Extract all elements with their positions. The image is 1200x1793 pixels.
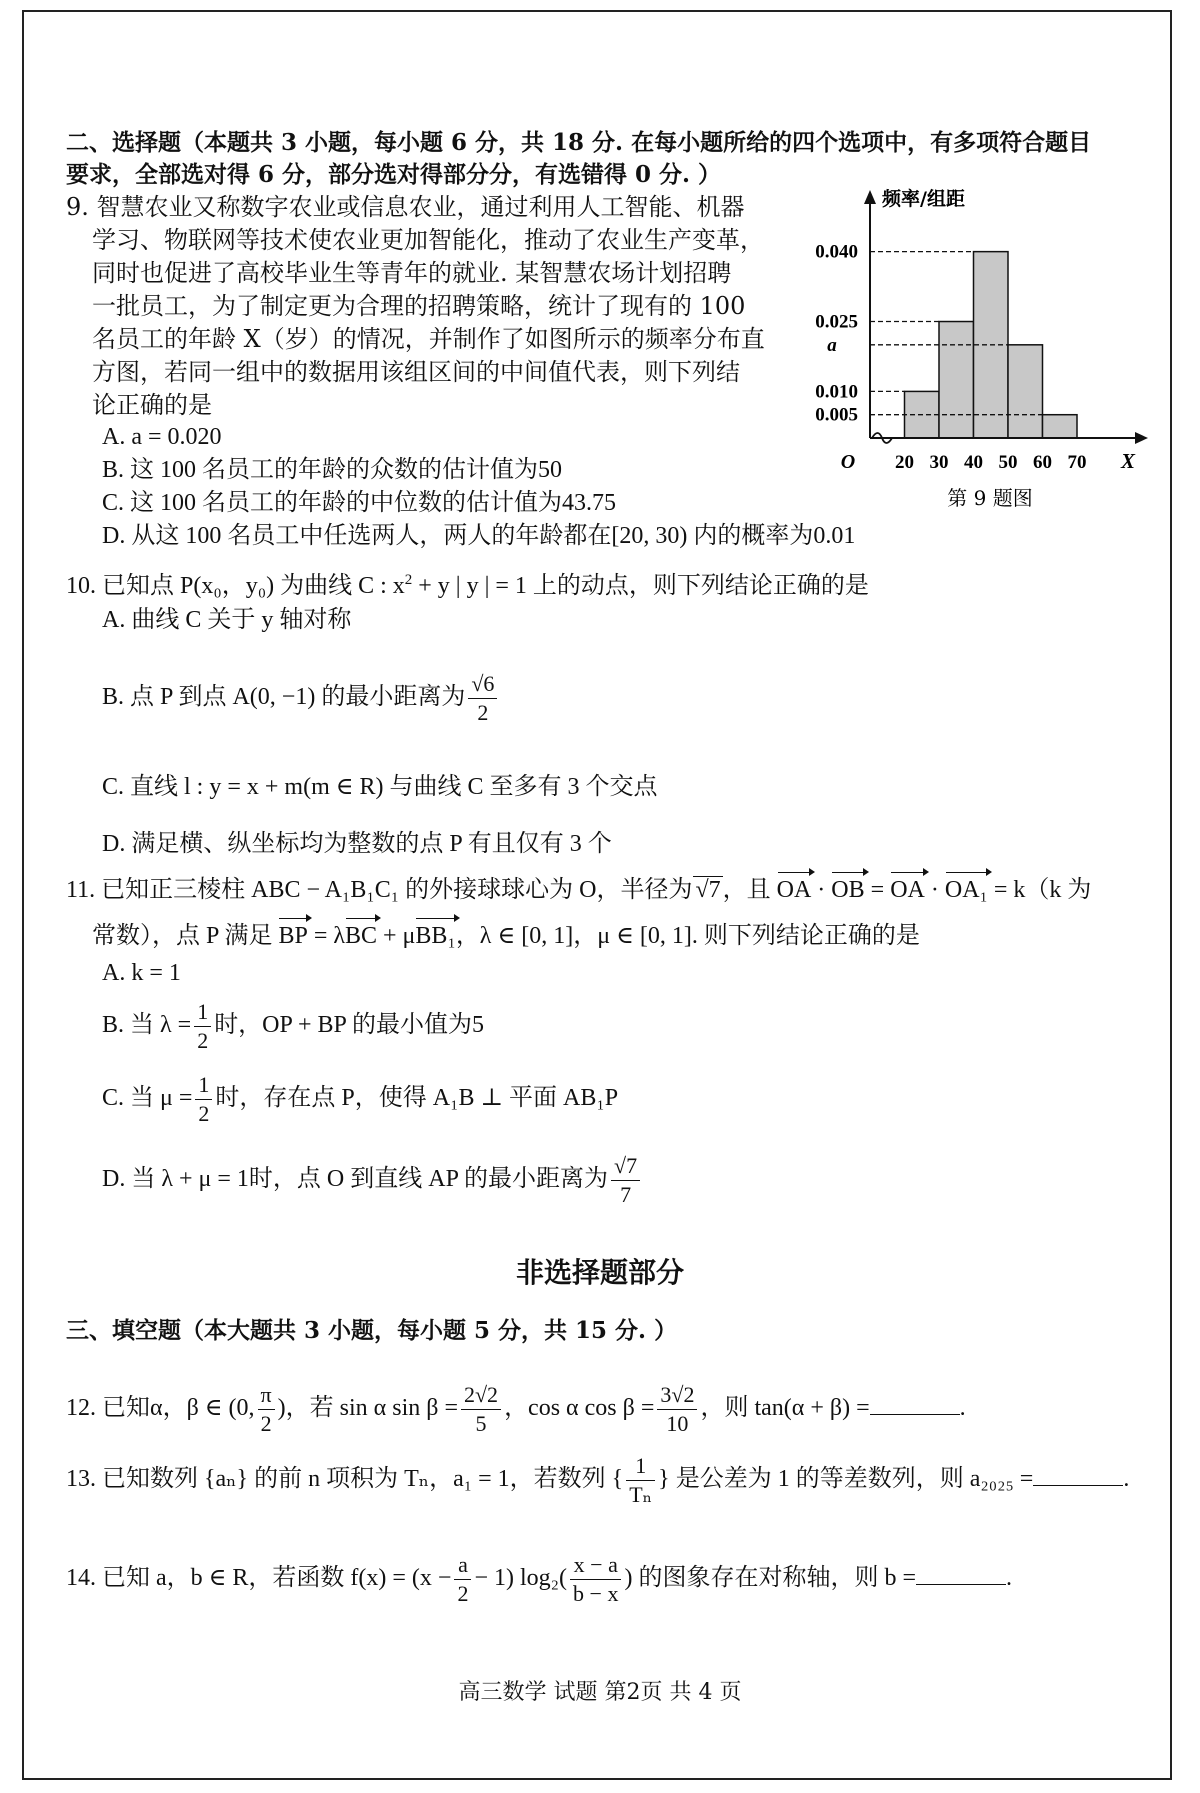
- vector-bp: BP: [278, 923, 308, 949]
- q12-fraction-2-denominator: 10: [666, 1410, 689, 1436]
- q14-fraction-2-numerator: x − a: [570, 1553, 621, 1580]
- figure-caption: 第 9 题图: [947, 486, 1033, 510]
- q10-stem-part-a: 10. 已知点 P(x₀，y₀) 为曲线 C : x: [66, 573, 405, 599]
- x-tick-label-70: 70: [1067, 452, 1087, 473]
- q11-radius-sqrt: √7: [695, 877, 721, 903]
- y-tick-label-4: 0.005: [815, 404, 858, 426]
- q11-option-d-fraction: [611, 1154, 640, 1207]
- section2-header-line2: 要求，全部选对得 6 分，部分选对得部分分，有选错得 0 分. ）: [66, 161, 722, 188]
- q11-line-2: 常数），点 P 满足 BP = λBC + μBB₁，λ ∈ [0, 1]，μ ∈ [0, 1]. 则下列结论正确的是: [92, 923, 920, 949]
- q11-option-c-post: 时，存在点 P，使得 A₁B ⊥ 平面 AB₁P: [215, 1085, 619, 1111]
- x-tick-label-60: 60: [1033, 452, 1052, 473]
- q11-line-1: 11. 已知正三棱柱 ABC − A₁B₁C₁ 的外接球球心为 O，半径为 √7，且 OA · OB = OA · OA₁ = k（k 为: [66, 877, 1092, 903]
- question-12: [66, 1370, 966, 1446]
- q10-option-b-text: B. 点 P 到点 A(0, −1) 的最小距离为: [102, 684, 466, 710]
- q14-fraction-2: [570, 1553, 621, 1606]
- y-tick-label-2: a: [827, 334, 837, 356]
- q9-stem-line-4: 一批员工，为了制定更为合理的招聘策略，统计了现有的 100: [92, 292, 746, 320]
- q11-line-1-text: 11. 已知正三棱柱 ABC − A₁B₁C₁ 的外接球球心为 O，半径为: [66, 877, 693, 903]
- q12-pi-fraction: [258, 1383, 275, 1436]
- q11-option-b-fraction: [194, 1000, 211, 1053]
- q11-option-c-numerator: 1: [195, 1073, 212, 1100]
- q9-stem-line-2: 学习、物联网等技术使农业更加智能化，推动了农业生产变革，: [92, 226, 764, 254]
- q9-option-c: C. 这 100 名员工的年龄的中位数的估计值为43.75: [102, 490, 617, 516]
- q10-stem: [66, 565, 869, 601]
- q11-option-b-pre: B. 当 λ =: [102, 1012, 192, 1038]
- q10-option-a: A. 曲线 C 关于 y 轴对称: [102, 607, 352, 633]
- q12-end: .: [959, 1395, 966, 1421]
- q11-option-c-fraction: [195, 1073, 212, 1126]
- q12-post: ，则 tan(α + β) =: [700, 1395, 870, 1421]
- q12-fraction-1-denominator: 5: [475, 1410, 487, 1436]
- q12-pre: 12. 已知α，β ∈ (0,: [66, 1395, 255, 1421]
- q12-fraction-2-numerator: 3√2: [657, 1383, 697, 1410]
- q11-option-d-denominator: 7: [620, 1181, 632, 1207]
- part2-title: 非选择题部分: [515, 1256, 684, 1289]
- q12-fraction-2: [657, 1383, 697, 1436]
- q12-mid2: ，cos α cos β =: [504, 1395, 655, 1421]
- histogram-bar-3: [1008, 345, 1043, 438]
- q14-pre: 14. 已知 a，b ∈ R，若函数 f(x) = (x −: [66, 1565, 452, 1591]
- x-tick-label-20: 20: [895, 452, 914, 473]
- q12-pi-numerator: π: [258, 1383, 275, 1410]
- q11-option-b: [102, 990, 484, 1060]
- q9-stem-line-3: 同时也促进了高校毕业生等青年的就业. 某智慧农场计划招聘: [92, 259, 732, 287]
- origin-label: O: [840, 451, 856, 473]
- q11-option-c-pre: C. 当 μ =: [102, 1085, 193, 1111]
- q9-stem-line-6: 方图，若同一组中的数据用该组区间的中间值代表，则下列结: [92, 358, 740, 386]
- x-tick-label-40: 40: [964, 452, 983, 473]
- q11-line-1-end: = k（k 为: [993, 877, 1092, 903]
- q9-option-a: A. a = 0.020: [102, 424, 222, 450]
- q13-fraction-denominator: Tₙ: [629, 1481, 653, 1507]
- q13-answer-blank[interactable]: [1033, 1465, 1123, 1486]
- q9-option-d: D. 从这 100 名员工中任选两人，两人的年龄都在[20, 30) 内的概率为0.01: [102, 523, 856, 549]
- q10-option-b: [102, 660, 500, 734]
- q14-mid: − 1) log₂(: [474, 1565, 568, 1591]
- q13-fraction: [626, 1454, 655, 1507]
- q11-option-d: [102, 1142, 643, 1216]
- q13-fraction-numerator: 1: [626, 1454, 655, 1481]
- q11-option-c: [102, 1063, 618, 1133]
- q14-post: ) 的图象存在对称轴，则 b =: [624, 1565, 916, 1591]
- vector-oa-2: OA: [890, 877, 925, 903]
- q11-option-d-pre: D. 当 λ + μ = 1时，点 O 到直线 AP 的最小距离为: [102, 1166, 609, 1192]
- q9-stem-line-5: 名员工的年龄 X（岁）的情况，并制作了如图所示的频率分布直: [92, 325, 765, 353]
- question-13: [66, 1441, 1129, 1517]
- q12-fraction-1: [461, 1383, 501, 1436]
- y-tick-label-3: 0.010: [815, 381, 858, 403]
- x-axis-label: X: [1120, 449, 1136, 473]
- q11-option-a: A. k = 1: [102, 960, 181, 986]
- vector-bc: BC: [345, 923, 378, 949]
- y-tick-label-1: 0.025: [815, 311, 858, 333]
- q12-answer-blank[interactable]: [870, 1394, 960, 1415]
- q13-end: .: [1123, 1466, 1130, 1492]
- question-14: [66, 1540, 1012, 1616]
- q10-option-b-numerator: √6: [468, 672, 497, 699]
- q14-fraction-1: [454, 1553, 471, 1606]
- q10-option-b-denominator: 2: [477, 699, 489, 725]
- q9-stem-line-7: 论正确的是: [92, 391, 212, 419]
- y-axis-arrow: [864, 190, 876, 204]
- vector-oa: OA: [776, 877, 812, 903]
- histogram-bar-1: [939, 322, 974, 438]
- q11-radius-radicand: 7: [708, 877, 721, 903]
- q13-post: } 是公差为 1 的等差数列，则 a₂₀₂₅ =: [658, 1466, 1034, 1492]
- x-tick-label-30: 30: [929, 452, 949, 473]
- q10-stem-part-b: + y | y | = 1 上的动点，则下列结论正确的是: [412, 573, 869, 599]
- q12-mid1: )，若 sin α sin β =: [277, 1395, 458, 1421]
- y-tick-label-0: 0.040: [815, 241, 858, 263]
- vector-bb1: BB₁: [415, 923, 456, 949]
- q14-fraction-2-denominator: b − x: [573, 1580, 619, 1606]
- q10-option-d: D. 满足横、纵坐标均为整数的点 P 有且仅有 3 个: [102, 831, 612, 857]
- q9-stem-line-1: 9. 智慧农业又称数字农业或信息农业，通过利用人工智能、机器: [66, 193, 745, 221]
- vector-ob: OB: [831, 877, 865, 903]
- q12-pi-denominator: 2: [260, 1410, 272, 1436]
- frequency-histogram: [790, 188, 1150, 518]
- q10-option-b-fraction: [468, 672, 497, 725]
- q9-option-b: B. 这 100 名员工的年龄的众数的估计值为50: [102, 457, 563, 483]
- q11-line-2-text: 常数），点 P 满足: [92, 923, 273, 949]
- vector-oa1: OA₁: [944, 877, 988, 903]
- page-footer: 高三数学 试题 第2页 共 4 页: [458, 1680, 742, 1705]
- x-tick-label-50: 50: [998, 452, 1018, 473]
- y-axis-label: 频率/组距: [882, 188, 965, 210]
- q11-option-b-post: 时，OP + BP 的最小值为5: [214, 1012, 484, 1038]
- q11-option-b-denominator: 2: [197, 1027, 209, 1053]
- section3-header: 三、填空题（本大题共 3 小题，每小题 5 分，共 15 分. ）: [66, 1317, 678, 1344]
- x-axis-arrow: [1135, 432, 1148, 444]
- q11-option-b-numerator: 1: [194, 1000, 211, 1027]
- q11-option-c-denominator: 2: [198, 1100, 210, 1126]
- q14-end: .: [1005, 1565, 1012, 1591]
- q11-line-1-comma: ，且: [722, 877, 771, 903]
- q11-line-2-end: ，λ ∈ [0, 1]，μ ∈ [0, 1]. 则下列结论正确的是: [455, 923, 920, 949]
- q14-fraction-1-denominator: 2: [457, 1580, 469, 1606]
- q10-stem-exponent: 2: [404, 572, 413, 588]
- q10-option-c: C. 直线 l : y = x + m(m ∈ R) 与曲线 C 至多有 3 个交点: [102, 774, 658, 800]
- section2-header-line1: 二、选择题（本题共 3 小题，每小题 6 分，共 18 分. 在每小题所给的四个选项中，有多项符合题目: [66, 129, 1092, 156]
- q13-pre: 13. 已知数列 {aₙ} 的前 n 项积为 Tₙ，a₁ = 1，若数列 {: [66, 1466, 624, 1492]
- q14-answer-blank[interactable]: [916, 1564, 1006, 1585]
- q14-fraction-1-numerator: a: [454, 1553, 471, 1580]
- histogram-bar-4: [1043, 415, 1078, 438]
- q12-fraction-1-numerator: 2√2: [461, 1383, 501, 1410]
- q11-option-d-numerator: √7: [611, 1154, 640, 1181]
